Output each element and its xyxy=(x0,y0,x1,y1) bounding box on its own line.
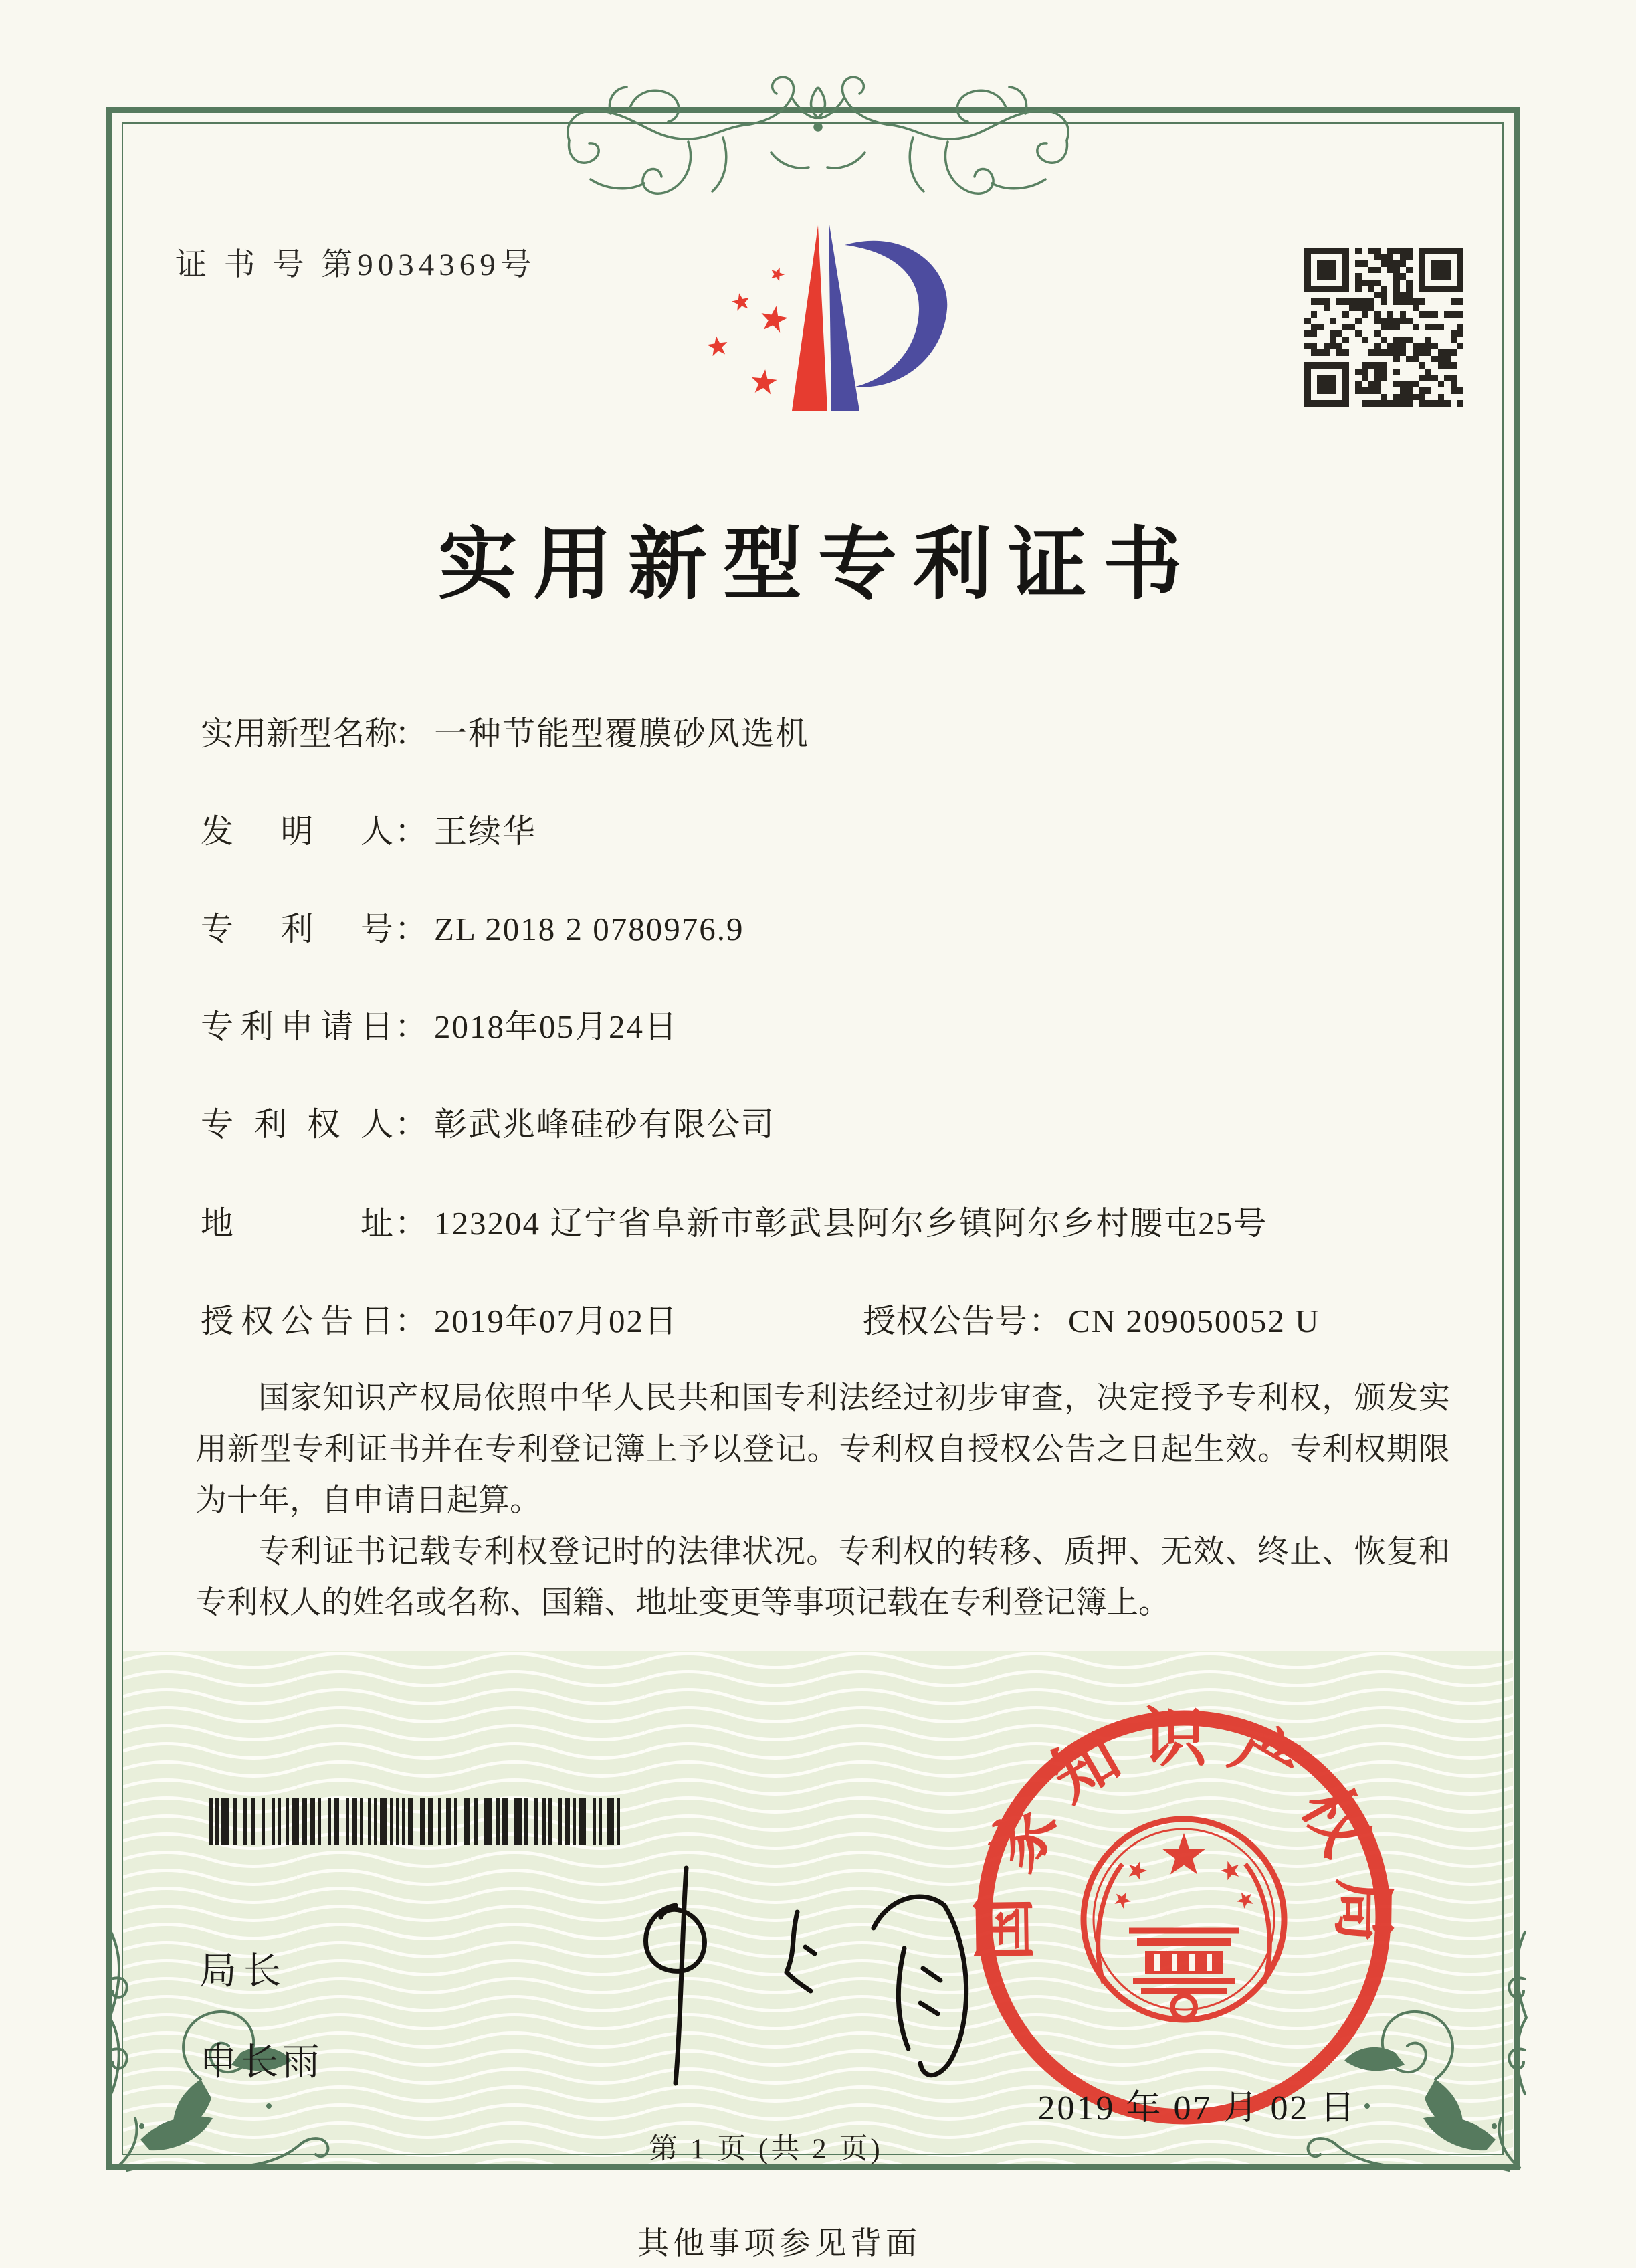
field-row-name xyxy=(201,708,809,755)
official-seal xyxy=(962,1695,1406,2140)
field-value: 2018年05月24日 xyxy=(434,1008,679,1045)
certificate-number: 证 书 号 第9034369号 xyxy=(175,248,536,282)
seal-date: 2019 年 07 月 02 日 xyxy=(1037,2089,1357,2128)
barcode xyxy=(209,1798,629,1845)
field-row-filing-date xyxy=(201,1001,678,1048)
field-label: 授权公告日 xyxy=(201,1303,393,1339)
field-colon: ： xyxy=(395,911,428,947)
seal-ring xyxy=(985,1718,1383,2117)
field-value: 王续华 xyxy=(434,813,537,850)
field-colon: ： xyxy=(1029,1303,1062,1339)
signature xyxy=(575,1848,1017,2109)
field-label: 专利申请日 xyxy=(201,1008,393,1045)
field-colon: ： xyxy=(395,715,428,752)
page-number: 第 1 页 (共 2 页) xyxy=(649,2134,883,2165)
field-value: CN 209050052 U xyxy=(1068,1303,1320,1339)
field-row-address xyxy=(201,1198,1267,1244)
field-colon: ： xyxy=(395,1106,428,1143)
field-value: 彰武兆峰硅砂有限公司 xyxy=(434,1106,776,1143)
field-value: 2019年07月02日 xyxy=(434,1303,679,1339)
field-label: 发明人 xyxy=(201,813,393,850)
field-row-patentee xyxy=(201,1099,775,1145)
seal-text: 国家知识产权局 xyxy=(968,1702,1399,1962)
field-colon: ： xyxy=(395,1303,428,1339)
field-label: 专利号 xyxy=(201,911,393,947)
field-label: 授权公告号 xyxy=(863,1303,1027,1339)
field-label: 专利权人 xyxy=(201,1106,393,1143)
field-value: ZL 2018 2 0780976.9 xyxy=(434,911,744,947)
qr-code xyxy=(1304,248,1463,407)
body-paragraphs xyxy=(195,1373,1450,1629)
national-emblem xyxy=(1084,1819,1284,2020)
field-value: 123204 辽宁省阜新市彰武县阿尔乡镇阿尔乡村腰屯25号 xyxy=(434,1205,1268,1242)
field-row-grant xyxy=(201,1295,1320,1342)
field-colon: ： xyxy=(395,1008,428,1045)
field-row-patent-no xyxy=(201,903,744,950)
field-label: 实用新型名称 xyxy=(201,715,398,752)
back-note: 其他事项参见背面 xyxy=(637,2227,921,2261)
director-title: 局长 xyxy=(199,1951,288,1992)
field-colon: ： xyxy=(395,1205,428,1242)
certificate-title: 实用新型专利证书 xyxy=(437,521,1198,609)
paragraph-register-statement: 专利证书记载专利权登记时的法律状况。专利权的转移、质押、无效、终止、恢复和专利权人的姓名或名称、国籍、地址变更等事项记载在专利登记簿上。 xyxy=(195,1534,1450,1621)
director-name: 申长雨 xyxy=(199,2042,324,2083)
paragraph-grant-statement: 国家知识产权局依照中华人民共和国专利法经过初步审查，决定授予专利权，颁发实用新型专利证书并在专利登记簿上予以登记。专利权自授权公告之日起生效。专利权期限为十年，自申请日起算。 xyxy=(195,1381,1450,1519)
field-value: 一种节能型覆膜砂风选机 xyxy=(434,715,810,752)
field-label: 地址 xyxy=(201,1205,393,1242)
cnipa-logo xyxy=(666,189,966,419)
field-row-inventor xyxy=(201,806,536,852)
svg-text:国家知识产权局 xyxy=(968,1703,1399,1962)
field-colon: ： xyxy=(395,813,428,850)
grant-number-group xyxy=(863,1295,1320,1342)
